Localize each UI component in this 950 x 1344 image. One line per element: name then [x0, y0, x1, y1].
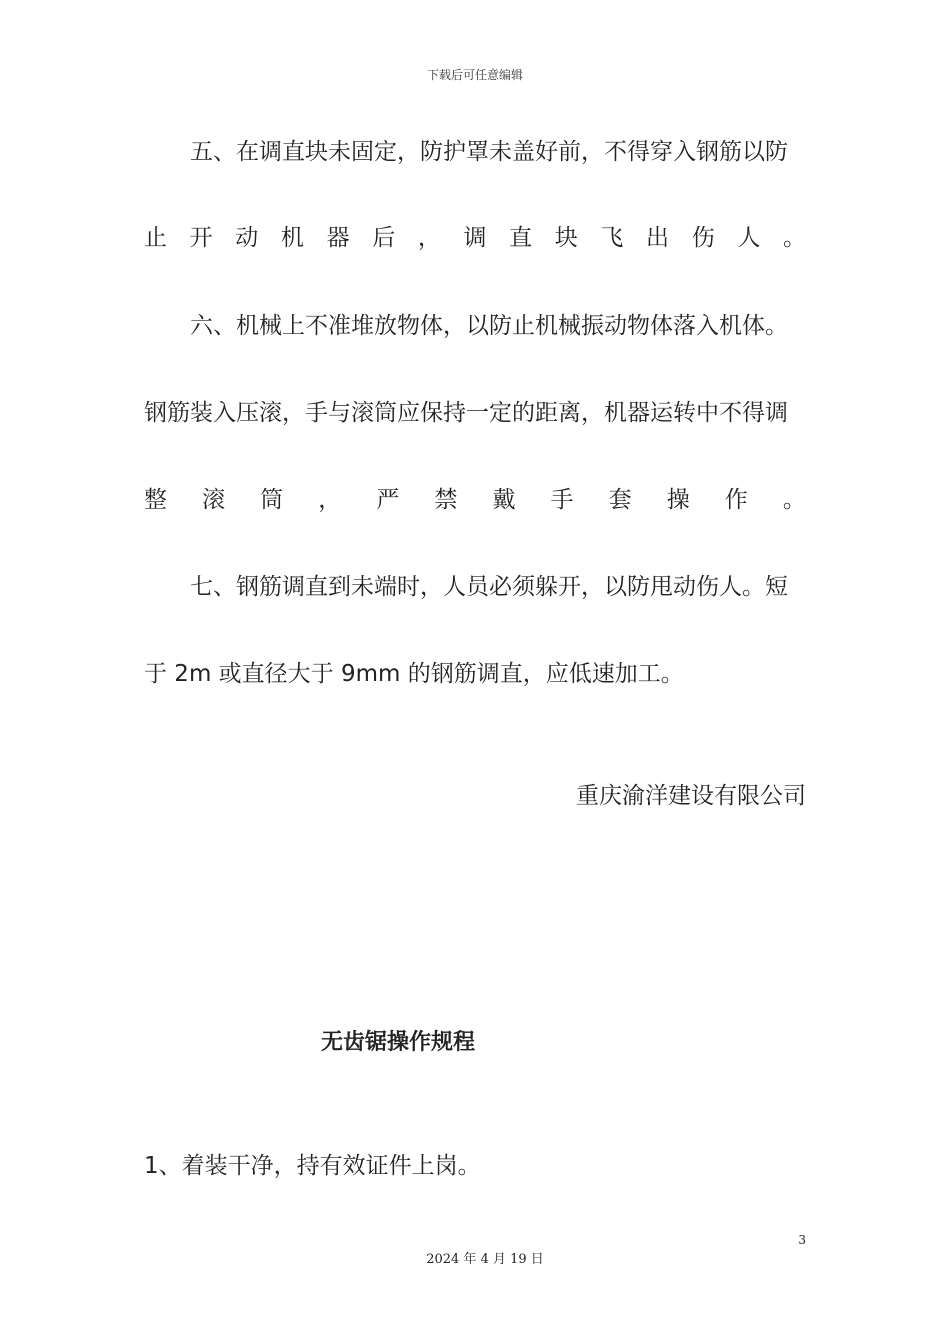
char: ， [417, 225, 441, 251]
page-footer-date: 2024 年 4 月 19 日 [426, 1252, 544, 1267]
paragraph-7-line-2: 于 2m 或直径大于 9mm 的钢筋调直，应低速加工。 [144, 661, 684, 687]
char: 调 [463, 225, 487, 251]
paragraph-5-line-1: 五、在调直块未固定，防护罩未盖好前，不得穿入钢筋以防 [190, 139, 788, 165]
char: 止 [144, 225, 167, 251]
char: 筒 [260, 487, 284, 513]
char: 。 [782, 225, 806, 251]
char: 动 [235, 225, 259, 251]
char: 器 [326, 225, 350, 251]
char: 套 [608, 487, 632, 513]
char: 操 [666, 487, 690, 513]
char: 出 [646, 225, 670, 251]
char: 严 [376, 487, 400, 513]
char: 块 [554, 225, 578, 251]
char: 滚 [202, 487, 226, 513]
char: 开 [189, 225, 213, 251]
paragraph-7-line-1: 七、钢筋调直到未端时，人员必须躲开，以防甩动伤人。短 [190, 574, 788, 600]
paragraph-6-line-2: 钢筋装入压滚，手与滚筒应保持一定的距离，机器运转中不得调 [144, 400, 788, 426]
char: 戴 [492, 487, 516, 513]
char: 伤 [691, 225, 715, 251]
char: 禁 [434, 487, 458, 513]
char: 整 [144, 487, 167, 513]
char: 作 [724, 487, 748, 513]
char: 飞 [600, 225, 624, 251]
char: 直 [509, 225, 533, 251]
paragraph-6-line-1: 六、机械上不准堆放物体，以防止机械振动物体落入机体。 [190, 313, 788, 339]
page-number: 3 [798, 1233, 806, 1247]
char: 。 [782, 487, 806, 513]
section-title: 无齿锯操作规程 [320, 1030, 475, 1055]
company-name: 重庆渝洋建设有限公司 [576, 783, 806, 809]
char: 人 [737, 225, 761, 251]
page-header: 下载后可任意编辑 [426, 68, 523, 82]
list-item-1: 1、着装干净，持有效证件上岗。 [144, 1153, 481, 1179]
char: ， [318, 487, 342, 513]
char: 后 [372, 225, 396, 251]
paragraph-6-line-3 [144, 484, 806, 516]
paragraph-5-line-2 [144, 222, 806, 254]
char: 手 [550, 487, 574, 513]
char: 机 [280, 225, 304, 251]
